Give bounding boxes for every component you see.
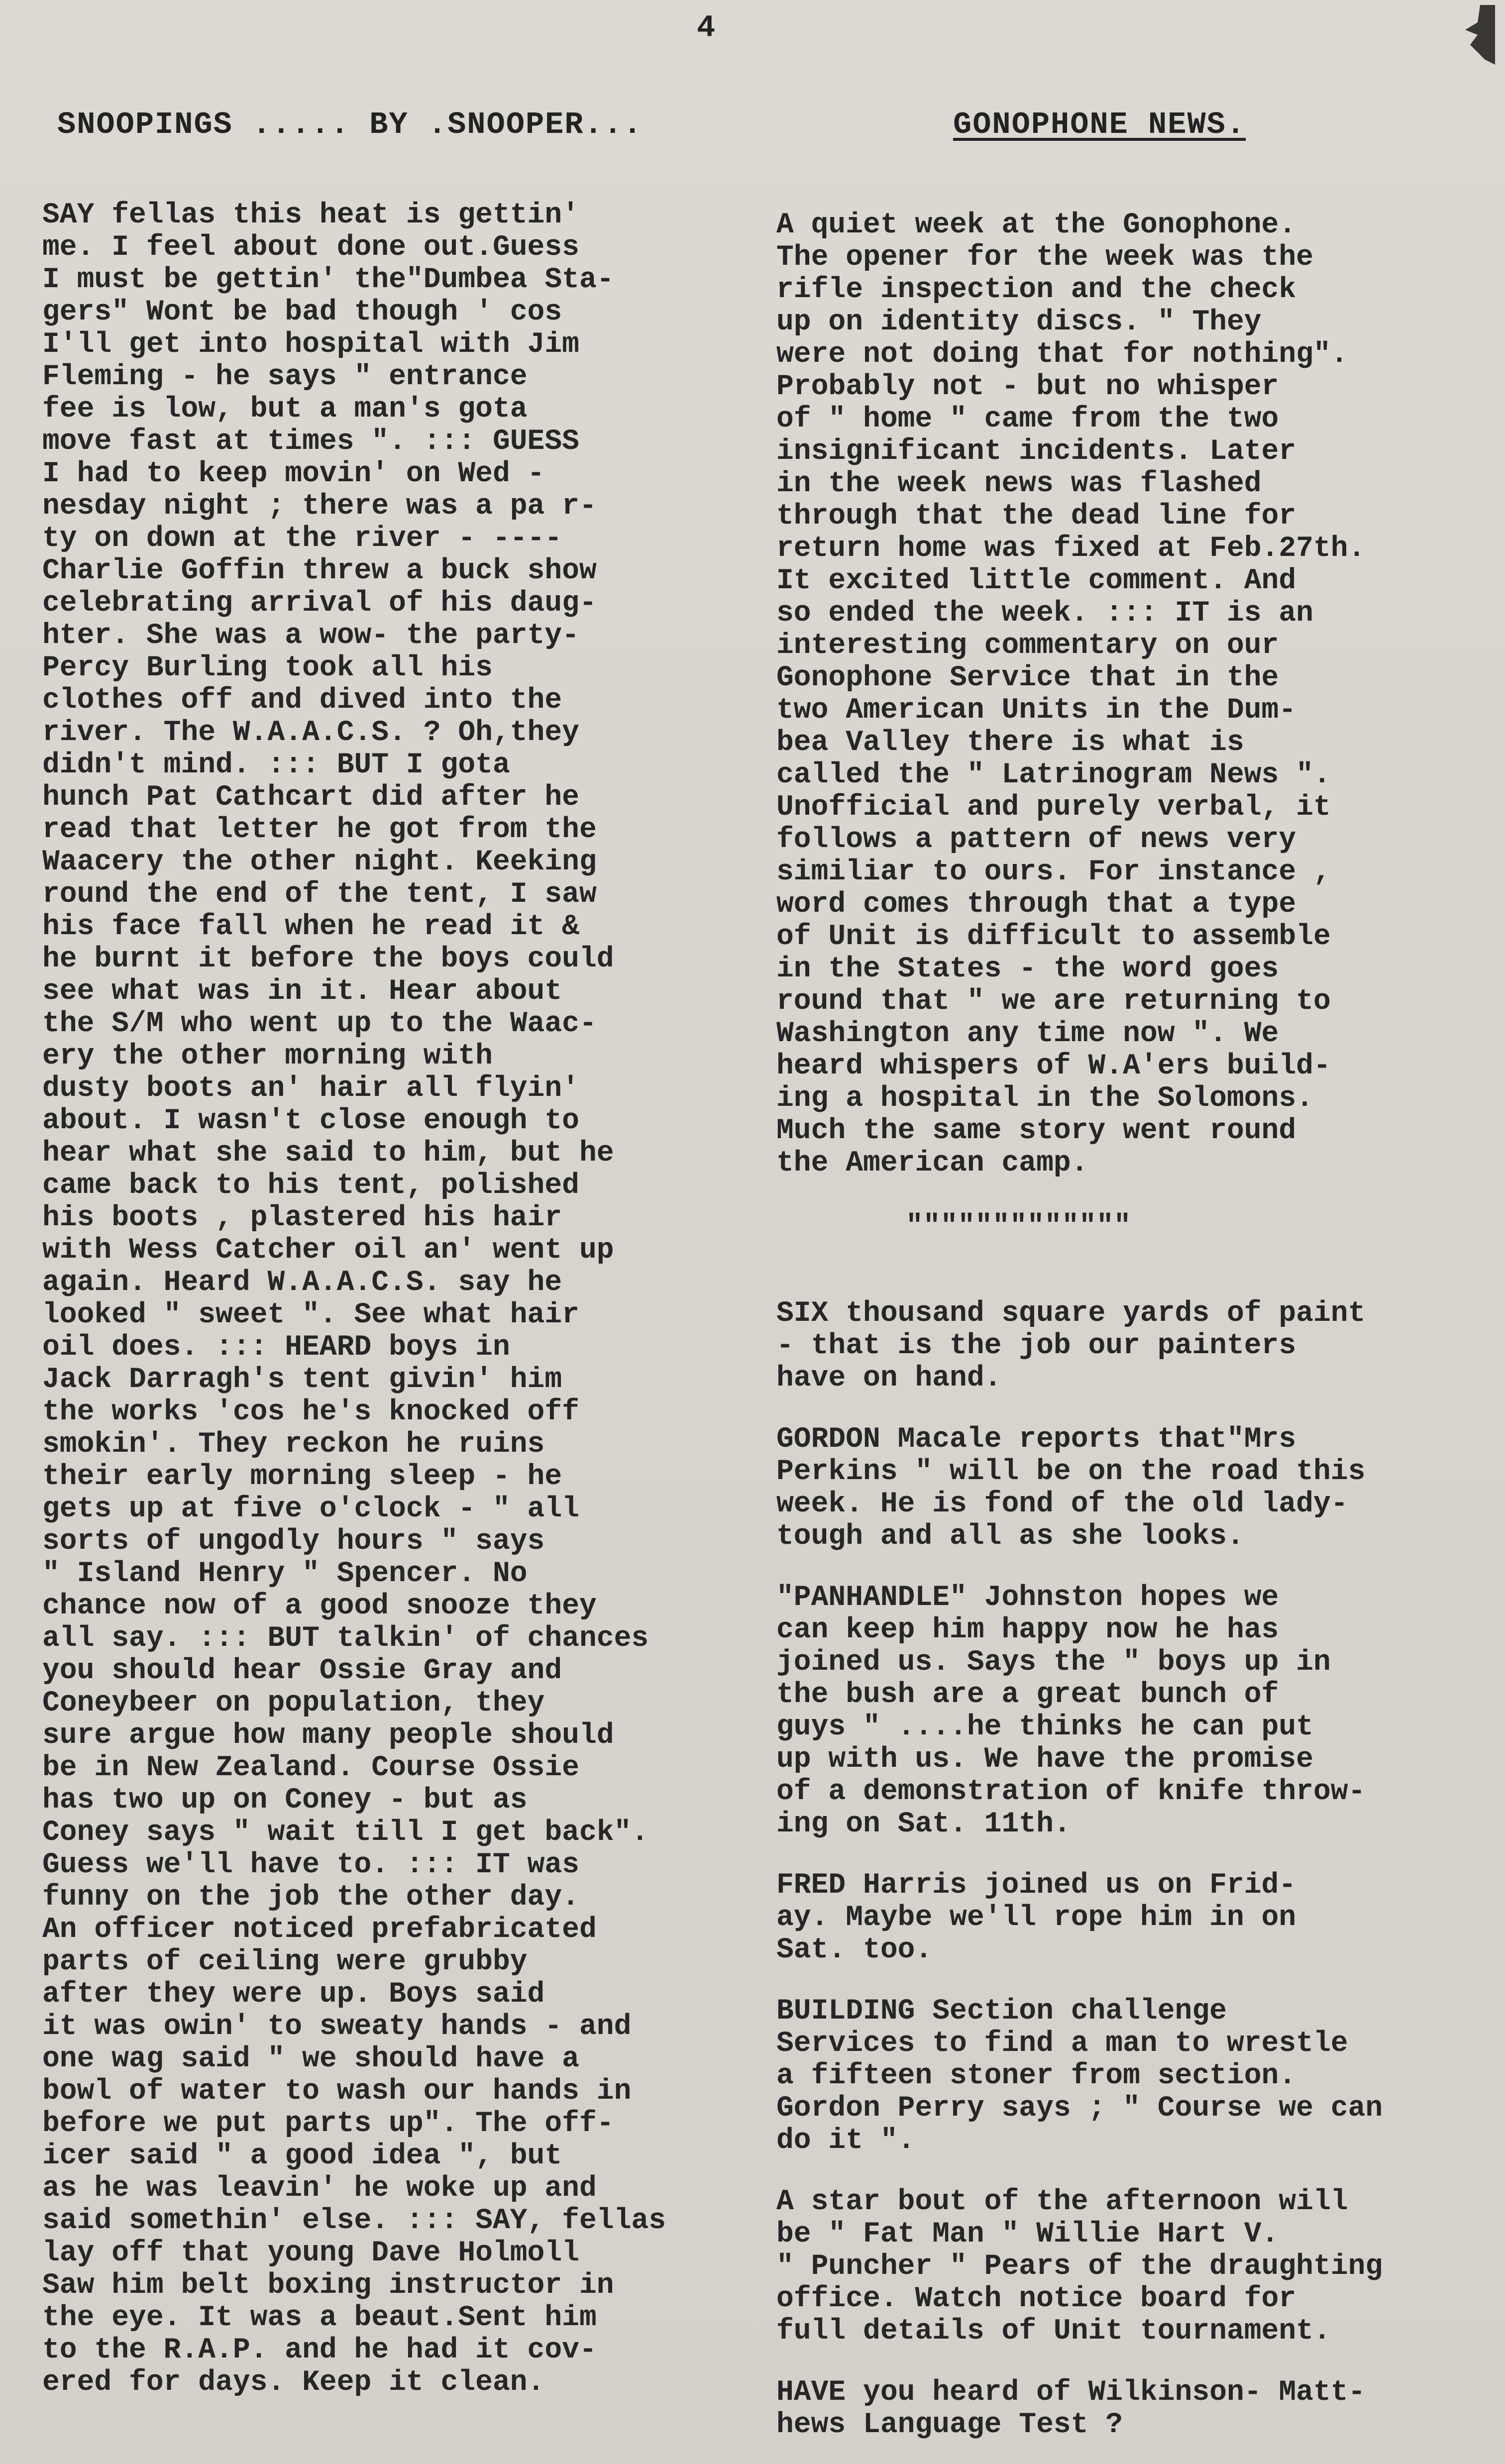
news-paragraph-gordon-macale: GORDON Macale reports that"Mrs Perkins " will be on the road this week. He is fond of the old lady- tough and all as she looks. [776, 1423, 1366, 1553]
news-paragraph-panhandle: "PANHANDLE" Johnston hopes we can keep him happy now he has joined us. Says the " boys up in the bush are a great bunch of guys " ....he thinks he can put up with us. We have the promise of a demonstration of knife throw- ing on Sat. 11th. [776, 1582, 1366, 1840]
news-paragraph-paint: SIX thousand square yards of paint - that is the job our painters have on hand. [776, 1297, 1366, 1394]
snoopings-column [42, 199, 739, 2399]
snoopings-text: SAY fellas this heat is gettin' me. I feel about done out.Guess I must be gettin' the"Dumbea Sta- gers" Wont be bad though ' cos I'll get into hospital with Jim Fleming - he says " entrance fee is low, but a man's gota move fast at times ". ::: GUESS I had to keep movin' on Wed - nesday night ; there was a pa r- ty on down at the river - ---- Charlie Goffin threw a buck show celebrating arrival of his daug- hter. She was a wow- the party- Percy Burling took all his clothes off and dived into the river. The W.A.A.C.S. ? Oh,they didn't mind. ::: BUT I gota hunch Pat Cathcart did after he read that letter he got from the Waacery the other night. Keeking round the end of the tent, I saw his face fall when he read it & he burnt it before the boys could see what was in it. Hear about the S/M who went up to the Waac- ery the other morning with dusty boots an' hair all flyin' about. I wasn't close enough to hear what she said to him, but he came back to his tent, polished his boots , plastered his hair with Wess Catcher oil an' went up again. Heard W.A.A.C.S. say he looked " sweet ". See what hair oil does. ::: HEARD boys in Jack Darragh's tent givin' him the works 'cos he's knocked off smokin'. They reckon he ruins their early morning sleep - he gets up at five o'clock - " all sorts of ungodly hours " says " Island Henry " Spencer. No chance now of a good snooze they all say. ::: BUT talkin' of chances you should hear Ossie Gray and Coneybeer on population, they sure argue how many people should be in New Zealand. Course Ossie has two up on Coney - but as Coney says " wait till I get back". Guess we'll have to. ::: IT was funny on the job the other day. An officer noticed prefabricated parts of ceiling were grubby after they were up. Boys said it was owin' to sweaty hands - and one wag said " we should have a bowl of water to wash our hands in before we put parts up". The off- icer said " a good idea ", but as he was leavin' he woke up and said somethin' else. ::: SAY, fellas lay off that young Dave Holmoll Saw him belt boxing instructor in the eye. It was a beaut.Sent him to the R.A.P. and he had it cov- ered for days. Keep it clean. [42, 199, 666, 2399]
snoopings-column-header: SNOOPINGS ..... BY .SNOOPER... [57, 107, 643, 142]
news-paragraph-fred-harris: FRED Harris joined us on Frid- ay. Maybe we'll rope him in on Sat. too. [776, 1869, 1296, 1966]
gonophone-news-header: GONOPHONE NEWS. [953, 107, 1246, 142]
news-paragraph-language-test: HAVE you heard of Wilkinson- Matt- hews Language Test ? [776, 2376, 1366, 2441]
news-paragraph-quiet-week: A quiet week at the Gonophone. The opener for the week was the rifle inspection and the check up on identity discs. " They were not doing that for nothing". Probably not - but no whisper of " home " came from the two insignificant incidents. Later in the week news was flashed through that the dead line for return home was fixed at Feb.27th. It excited little comment. And so ended the week. ::: IT is an interesting commentary on our Gonophone Service that in the two American Units in the Dum- bea Valley there is what is called the " Latrinogram News ". Unofficial and purely verbal, it follows a pattern of news very similiar to ours. For instance , word comes through that a type of Unit is difficult to assemble in the States - the word goes round that " we are returning to Washington any time now ". We heard whispers of W.A'ers build- ing a hospital in the Solomons. Much the same story went round the American camp. [776, 209, 1366, 1179]
news-paragraph-star-bout: A star bout of the afternoon will be " Fat Man " Willie Hart V. " Puncher " Pears of the draughting office. Watch notice board for full details of Unit tournament. [776, 2186, 1383, 2348]
page-number: 4 [697, 10, 716, 45]
news-paragraph-building-section: BUILDING Section challenge Services to find a man to wrestle a fifteen stoner from section. Gordon Perry says ; " Course we can do it ". [776, 1995, 1383, 2157]
section-divider: """"""""""""" [906, 1210, 1131, 1243]
corner-tear-mark [1450, 5, 1495, 65]
gonophone-news-column [776, 209, 1468, 2441]
